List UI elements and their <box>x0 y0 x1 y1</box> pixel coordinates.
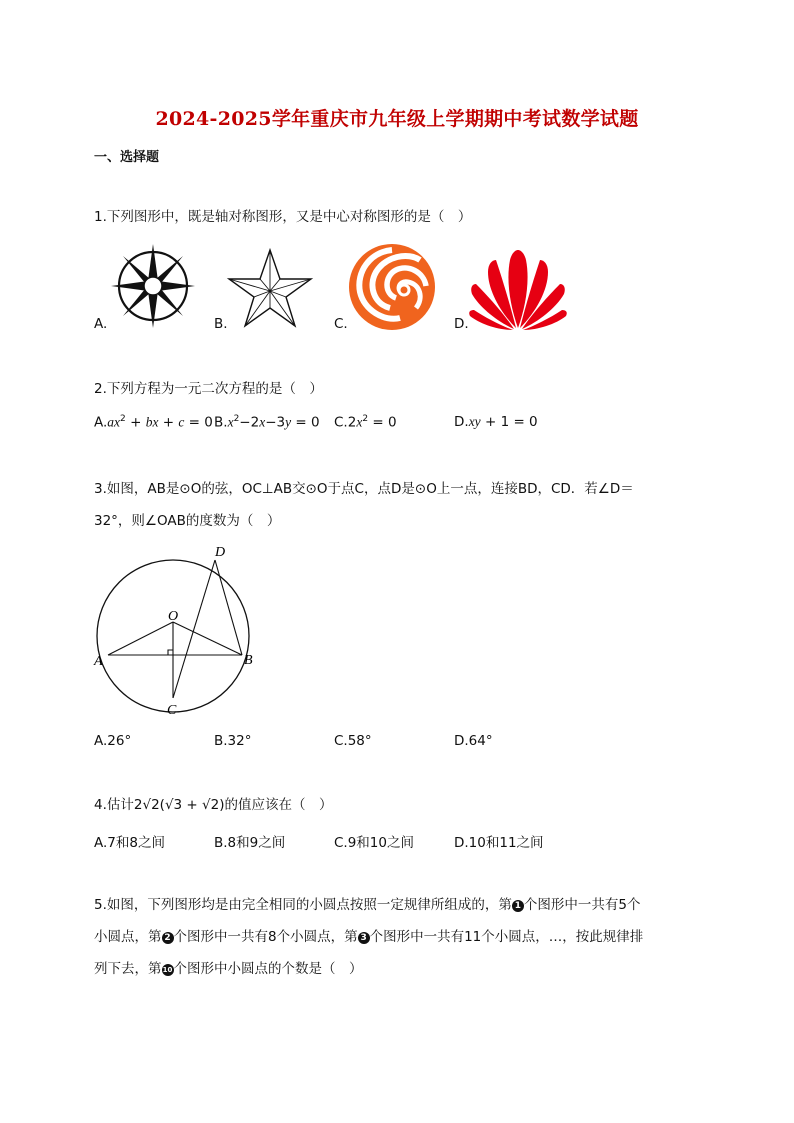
question-1-text: 1.下列图形中，既是轴对称图形，又是中心对称图形的是（ ） <box>94 209 472 225</box>
five-point-star-figure <box>226 247 314 334</box>
q1-option-c[interactable]: C. <box>334 316 348 332</box>
question-5-line-3: 列下去，第10个图形中小圆点的个数是（ ） <box>94 961 363 977</box>
q3-option-a[interactable]: A.26° <box>94 733 132 749</box>
q2-option-d[interactable]: D.xy + 1 = 0 <box>454 414 538 430</box>
q3-option-d[interactable]: D.64° <box>454 733 493 749</box>
q4-option-b[interactable]: B.8和9之间 <box>214 835 286 851</box>
q4-option-a[interactable]: A.7和8之间 <box>94 835 165 851</box>
q1-option-d[interactable]: D. <box>454 316 469 332</box>
point-label-d: D <box>215 545 226 560</box>
q2-option-a[interactable]: $A.ax^2$ + bx + c = 0 <box>94 414 213 431</box>
question-4-text: 4.估计2√2(√3 + √2)的值应该在（ ） <box>94 797 333 813</box>
q2-option-c[interactable]: $C.2x^2 = 0$ <box>334 414 397 431</box>
circled-number-3: 3 <box>358 932 370 944</box>
question-2-text: 2.下列方程为一元二次方程的是（ ） <box>94 381 323 397</box>
q3-option-c[interactable]: C.58° <box>334 733 372 749</box>
radical-expression: 2√2(√3 + √2) <box>133 797 225 813</box>
q1-option-a[interactable]: A. <box>94 316 108 332</box>
question-3-line-2: 32°，则∠OAB的度数为（ ） <box>94 513 281 529</box>
circle-geometry-figure <box>88 540 268 725</box>
section-heading: 一、选择题 <box>94 150 160 165</box>
compass-star-figure <box>110 244 196 333</box>
point-label-b: B <box>244 653 253 668</box>
flower-logo-figure <box>466 250 570 335</box>
question-5-line-1: 5.如图，下列图形均是由完全相同的小圆点按照一定规律所组成的，第 1 个图形中一共有5个 <box>94 897 641 913</box>
question-5-line-2: 小圆点，第 2 个图形中一共有8个小圆点，第 3 个图形中一共有11个小圆点，…，按此规律排 <box>94 929 644 945</box>
point-label-c: C <box>167 703 177 718</box>
q2-option-b[interactable]: $B.x^2-2x-3y = 0$ <box>214 414 320 431</box>
q3-option-b[interactable]: B.32° <box>214 733 252 749</box>
point-label-a: A <box>94 654 103 669</box>
circled-number-10: 10 <box>162 966 173 974</box>
question-3-line-1: 3.如图，AB是⊙O的弦，OC⊥AB交⊙O于点C，点D是⊙O上一点，连接BD，CD．若∠D＝ <box>94 481 634 497</box>
q1-option-b[interactable]: B. <box>214 316 228 332</box>
point-label-o: O <box>167 609 179 624</box>
phoenix-logo-figure <box>346 242 438 337</box>
circled-number-1: 1 <box>512 900 524 912</box>
q4-option-c[interactable]: C.9和10之间 <box>334 835 414 851</box>
page-title: 2024-2025学年重庆市九年级上学期期中考试数学试题 <box>155 108 639 130</box>
q4-option-d[interactable]: D.10和11之间 <box>454 835 544 851</box>
circled-number-2: 2 <box>162 932 174 944</box>
